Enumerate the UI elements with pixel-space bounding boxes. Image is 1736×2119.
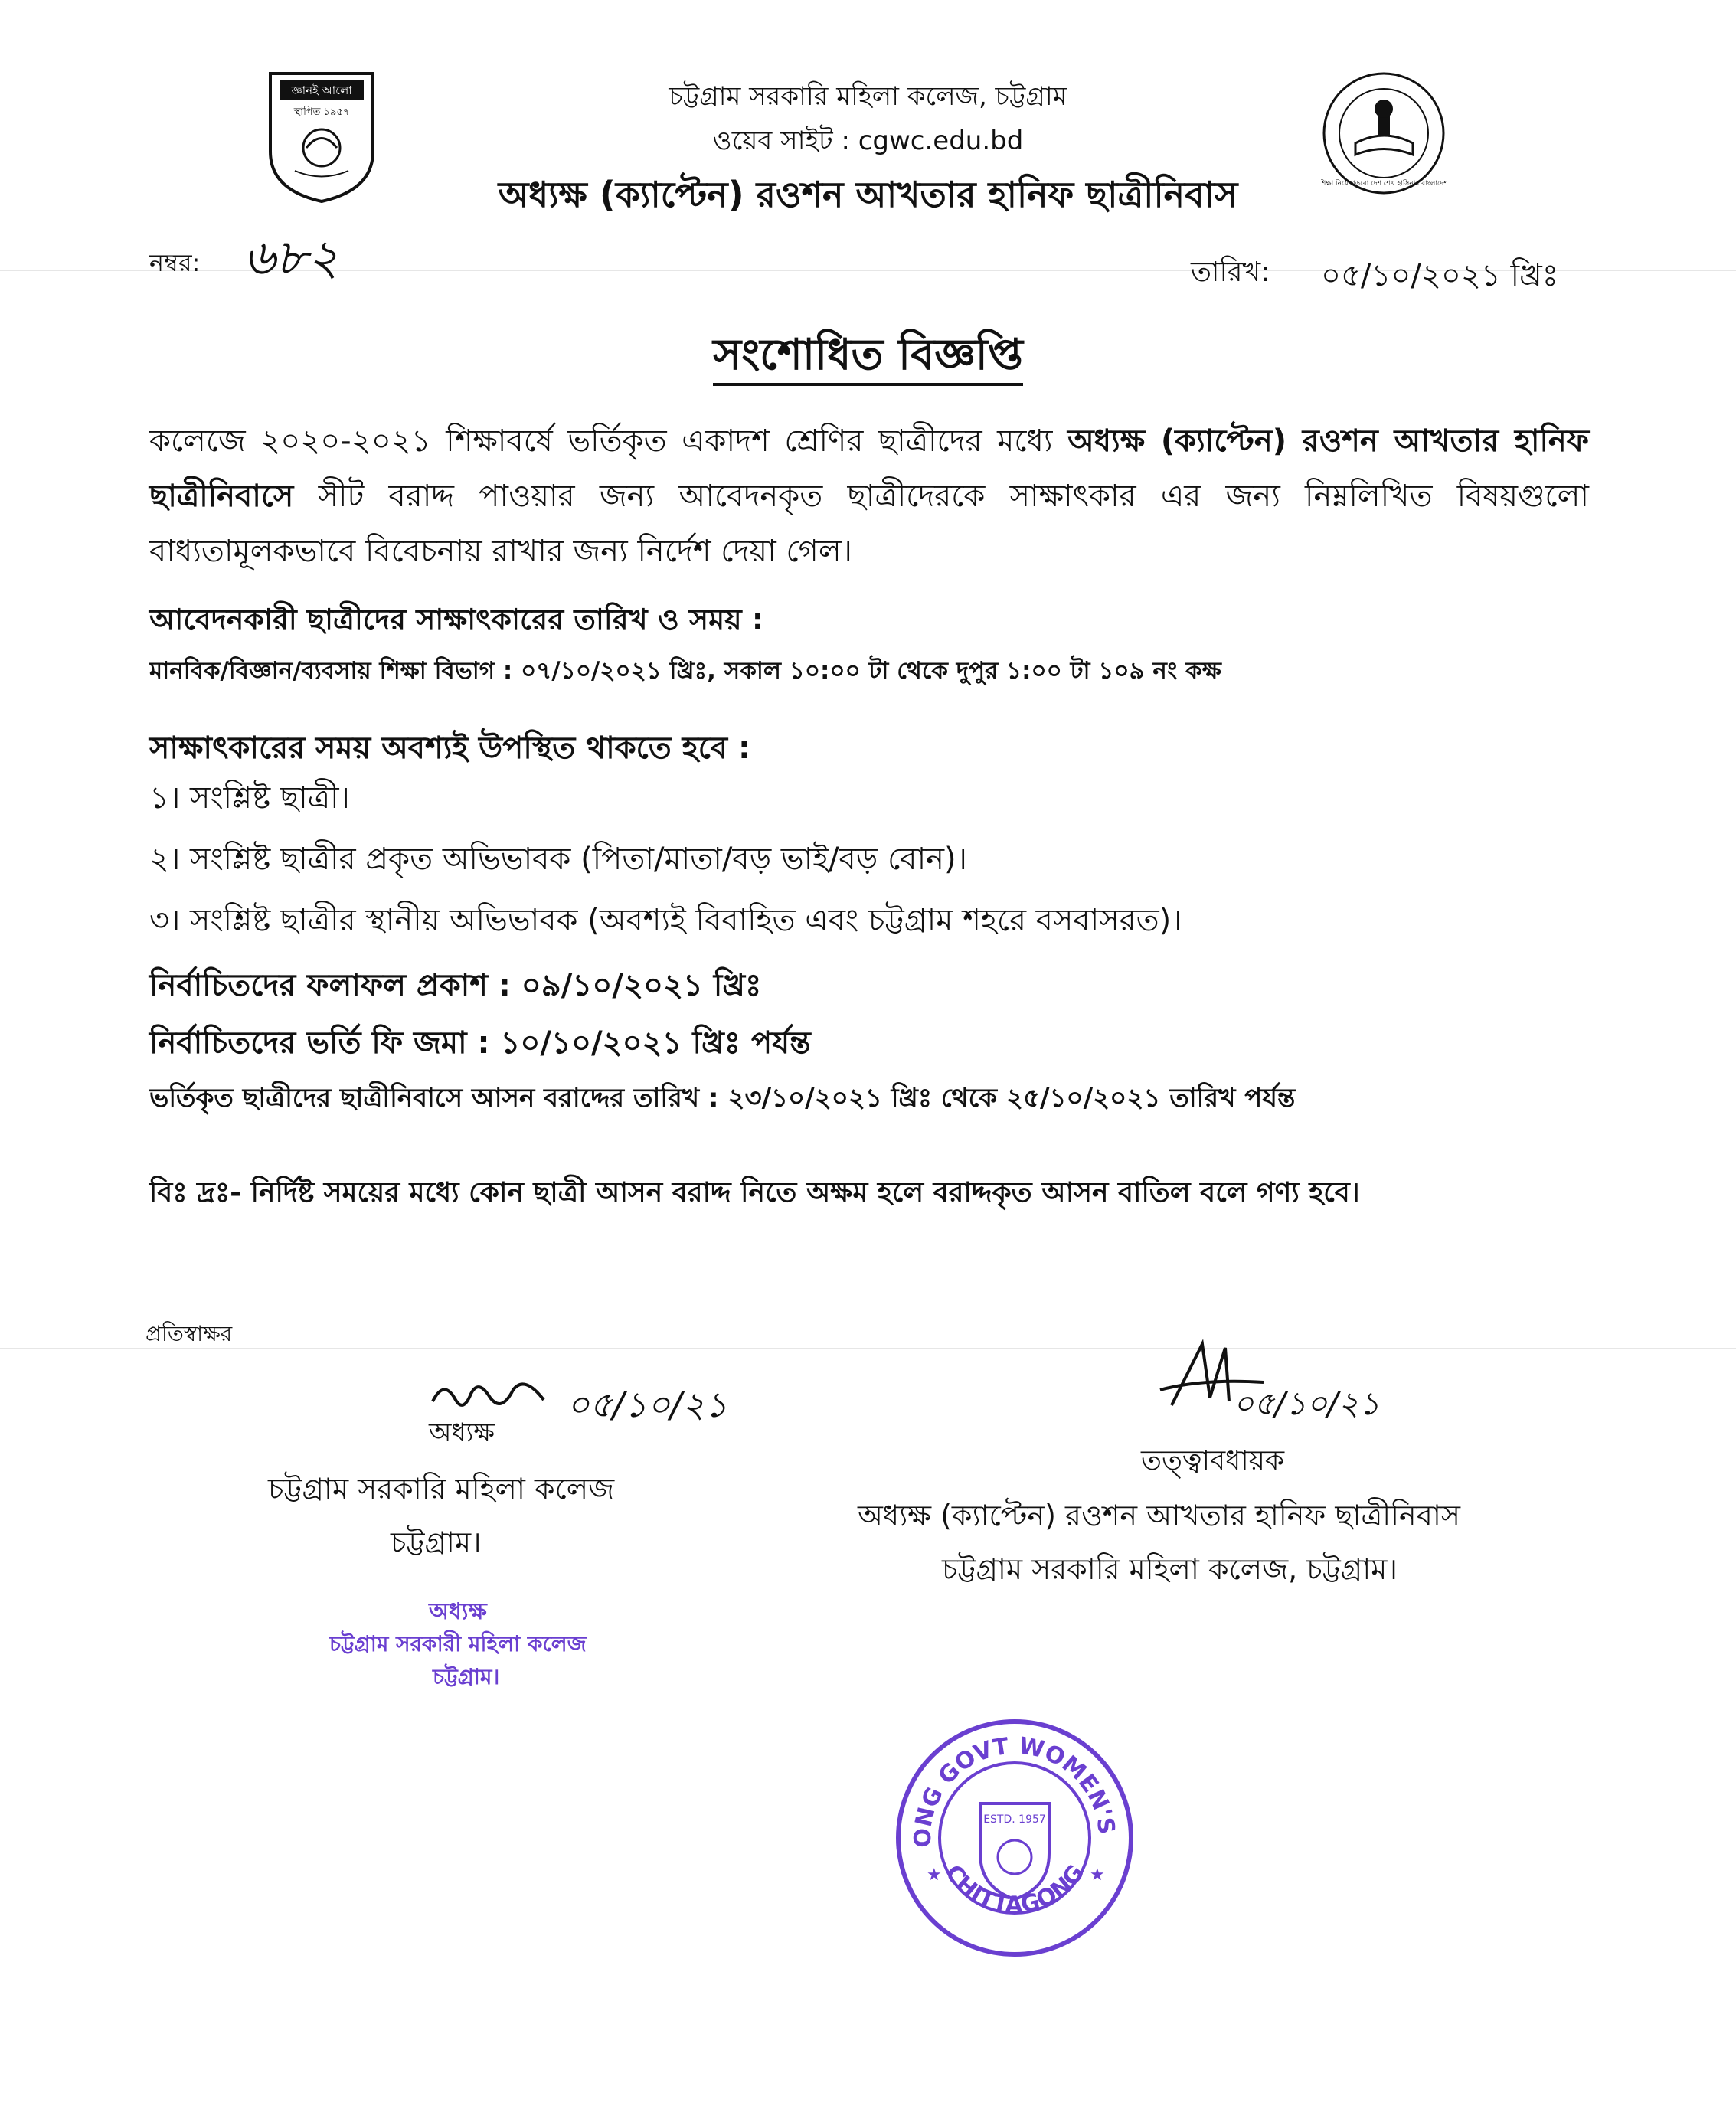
seal-bottom-text: CHITTAGONG: [939, 1859, 1090, 1919]
interview-schedule: মানবিক/বিজ্ঞান/ব্যবসায় শিক্ষা বিভাগ : ০৭/১০/২০২১ খ্রিঃ, সকাল ১০:০০ টা থেকে দুপুর ১:০০ টা ১০৯ নং কক্ষ: [149, 657, 1221, 685]
countersign-label: প্রতিস্বাক্ষর: [145, 1321, 233, 1346]
left-signatory-line2: চট্টগ্রাম।: [391, 1525, 482, 1559]
intro-part2: সীট বরাদ্দ পাওয়ার জন্য আবেদনকৃত ছাত্রীদেরকে সাক্ষাৎকার এর জন্য নিম্নলিখিত বিষয়গুলো বাধ্যতামূলকভাবে বিবেচনায় রাখার জন্য নির্দেশ দেয়া গেল।: [149, 479, 1589, 569]
left-signatory-line1: চট্টগ্রাম সরকারি মহিলা কলেজ: [268, 1472, 615, 1506]
seat-allocation: ভর্তিকৃত ছাত্রীদের ছাত্রীনিবাসে আসন বরাদ্দের তারিখ : ২৩/১০/২০২১ খ্রিঃ থেকে ২৫/১০/২০২১ তারিখ পর্যন্ত: [149, 1083, 1296, 1113]
right-signatory-line2: চট্টগ্রাম সরকারি মহিলা কলেজ, চট্টগ্রাম।: [942, 1552, 1398, 1586]
date-label: তারিখ:: [1191, 257, 1270, 288]
attendance-item: ২। সংশ্লিষ্ট ছাত্রীর প্রকৃত অভিভাবক (পিতা/মাতা/বড় ভাই/বড় বোন)।: [149, 842, 967, 877]
stamp-line2: চট্টগ্রাম।: [433, 1664, 500, 1689]
result-publish: নির্বাচিতদের ফলাফল প্রকাশ : ০৯/১০/২০২১ খ্রিঃ: [149, 968, 762, 1003]
seal-est: ESTD. 1957: [983, 1813, 1046, 1826]
memo-label: নম্বর:: [149, 248, 201, 277]
seal-star-icon: ★: [1090, 1866, 1105, 1885]
notice-title: [0, 322, 1736, 394]
right-signatory-line1: অধ্যক্ষ (ক্যাপ্টেন) রওশন আখতার হানিফ ছাত্রীনিবাস: [858, 1499, 1460, 1532]
logo-motto: জ্ঞানই আলো: [291, 83, 352, 97]
intro-hostel: অধ্যক্ষ (ক্যাপ্টেন) রওশন আখতার হানিফ ছাত্রীনিবাসে: [149, 423, 1589, 514]
memo-number: ৬৮২: [244, 230, 339, 286]
logo-established: স্থাপিত ১৯৫৭: [293, 106, 350, 118]
left-signature-date: ০৫/১০/২১: [567, 1384, 728, 1425]
intro-part1: কলেজে ২০২০-২০২১ শিক্ষাবর্ষে ভর্তিকৃত একাদশ শ্রেণির ছাত্রীদের মধ্যে: [149, 423, 1068, 459]
admission-fee: নির্বাচিতদের ভর্তি ফি জমা : ১০/১০/২০২১ খ্রিঃ পর্যন্ত: [149, 1025, 811, 1061]
left-signatory-title: অধ্যক্ষ: [429, 1418, 495, 1448]
seal-outer-text: ONG GOVT WOMEN'S: [909, 1732, 1120, 1848]
scan-line: [0, 1348, 1736, 1349]
stamp-title: অধ্যক্ষ: [429, 1598, 487, 1625]
right-signatory-title: তত্ত্বাবধায়ক: [1141, 1445, 1285, 1476]
date-value: ০৫/১০/২০২১ খ্রিঃ: [1321, 258, 1559, 293]
right-signature-date: ০৫/১০/২১: [1233, 1385, 1380, 1422]
stamp-line1: চট্টগ্রাম সরকারী মহিলা কলেজ: [329, 1631, 587, 1656]
attendance-heading: সাক্ষাৎকারের সময় অবশ্যই উপস্থিত থাকতে হবে :: [149, 731, 750, 766]
note: বিঃ দ্রঃ- নির্দিষ্ট সময়ের মধ্যে কোন ছাত্রী আসন বরাদ্দ নিতে অক্ষম হলে বরাদ্দকৃত আসন বাতিল বলে গণ্য হবে।: [149, 1177, 1360, 1208]
seal-star-icon: ★: [927, 1866, 942, 1885]
campaign-logo-text: শিক্ষা নিয়ে গড়বো দেশ শেখ হাসিনার বাংলাদেশ: [1321, 180, 1447, 188]
college-website: ওয়েব সাইট : cgwc.edu.bd: [712, 126, 1024, 156]
interview-heading: আবেদনকারী ছাত্রীদের সাক্ষাৎকারের তারিখ ও সময় :: [149, 603, 764, 636]
attendance-item: ১। সংশ্লিষ্ট ছাত্রী।: [149, 780, 350, 816]
notice-title-text: সংশোধিত বিজ্ঞপ্তি: [713, 330, 1023, 386]
college-name: চট্টগ্রাম সরকারি মহিলা কলেজ, চট্টগ্রাম: [669, 81, 1067, 112]
college-round-seal: [892, 1715, 1137, 1960]
attendance-item: ৩। সংশ্লিষ্ট ছাত্রীর স্থানীয় অভিভাবক (অবশ্যই বিবাহিত এবং চট্টগ্রাম শহরে বসবাসরত)।: [149, 903, 1182, 938]
intro-paragraph: [149, 414, 1589, 579]
hostel-name: অধ্যক্ষ (ক্যাপ্টেন) রওশন আখতার হানিফ ছাত্রীনিবাস: [498, 174, 1238, 215]
